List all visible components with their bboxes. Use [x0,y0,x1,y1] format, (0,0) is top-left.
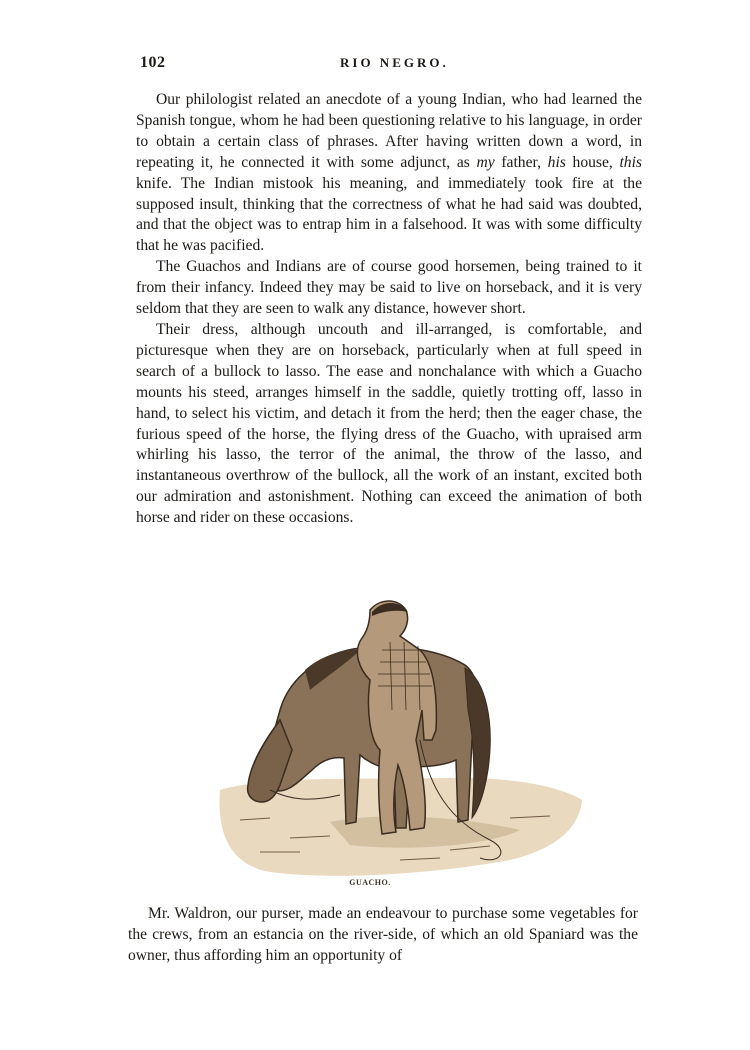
paragraph-purser: Mr. Waldron, our purser, made an endeavour to purchase some vegetables for the crews, from an estancia on the river-side, of which an old Spaniard was the owner, thus affording him an opportunity of [128,905,638,964]
italic-word: my [476,153,495,171]
figure-caption: GUACHO. [349,878,391,887]
page-header [140,54,640,78]
italic-word: this [619,153,642,171]
page-number: 102 [140,54,166,71]
guacho-illustration [210,590,590,890]
paragraph-anecdote [136,90,642,257]
text-run: Our philologist related an anecdote of a young Indian, who had learned the Spanish tongue, whom he had been questioning relative to his language, in order to obtain a certain class of phrases. After having written down a word, in repeating it, he connected it with some adjunct, as [136,91,642,171]
text-run: house, [565,153,620,171]
running-head: RIO NEGRO. [340,55,449,70]
paragraph-horsemen: The Guachos and Indians are of course good horsemen, being trained to it from their infancy. Indeed they may be said to live on horseback, and it is very seldom that they are seen to walk any distance, however short. [136,258,642,318]
guacho-engraving [210,590,590,880]
main-text [136,90,642,529]
italic-word: his [547,153,566,171]
text-run: father, [494,153,548,171]
paragraph-dress: Their dress, although uncouth and ill-arranged, is comfortable, and picturesque when they are on horseback, particularly when at full speed in search of a bullock to lasso. The ease and nonchalance with which a Guacho mounts his steed, arranges himself in the saddle, quietly trotting off, lasso in hand, to select his victim, and detach it from the herd; then the eager chase, the furious speed of the horse, the flying dress of the Guacho, with upraised arm whirling his lasso, the terror of the animal, the throw of the lasso, and instantaneous overthrow of the bullock, all the work of an instant, excited both our admiration and astonishment. Nothing can exceed the animation of both horse and rider on these occasions. [136,320,642,527]
text-run: knife. The Indian mistook his meaning, and immediately took fire at the supposed insult, thinking that the correctness of what he had said was doubted, and that the object was to entrap him in a falsehood. It was with some difficulty that he was pacified. [136,174,642,255]
continuation-text [128,903,638,966]
